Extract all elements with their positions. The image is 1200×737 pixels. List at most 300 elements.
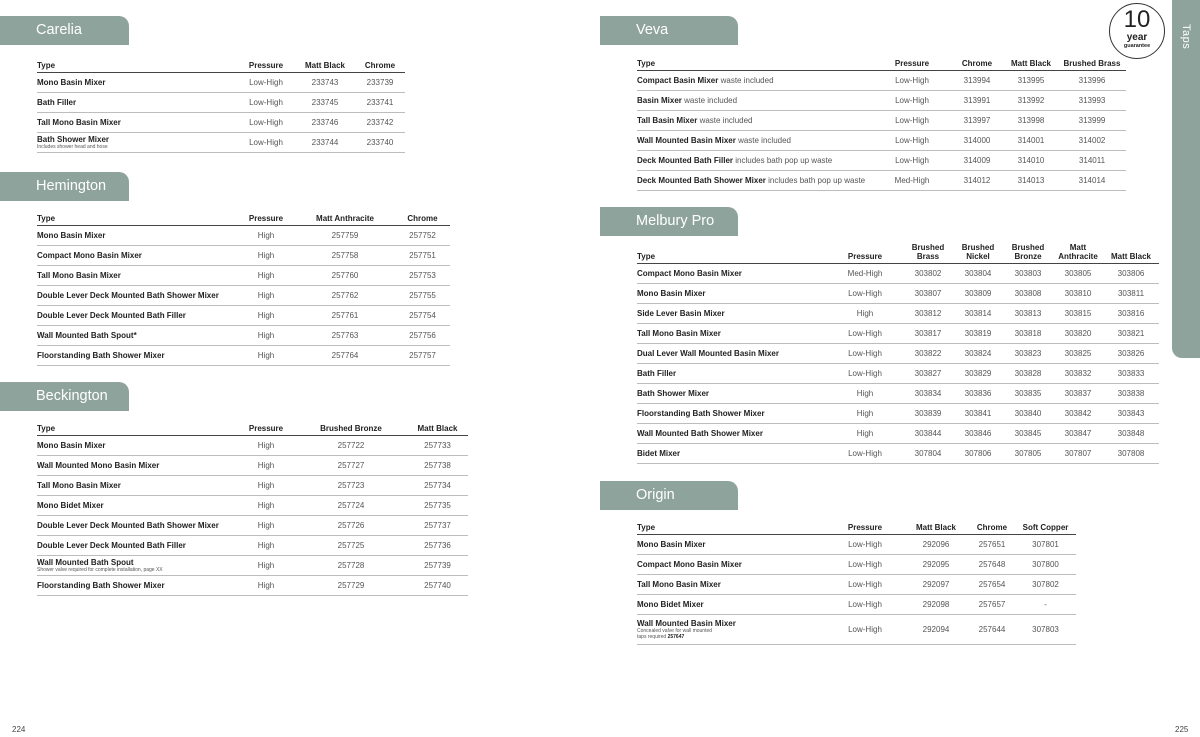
table-row — [637, 264, 1159, 284]
table-row — [37, 72, 405, 92]
code-cell: 257733 — [407, 435, 468, 455]
side-tab-label: Taps — [1180, 24, 1192, 50]
code-cell: 257752 — [395, 225, 450, 245]
code-cell: 307804 — [903, 444, 953, 464]
veva-table — [637, 56, 1126, 191]
pressure-cell: High — [237, 475, 295, 495]
pressure-cell: Low-High — [237, 92, 295, 112]
col-header: Type — [637, 56, 874, 70]
col-header: Chrome — [395, 211, 450, 225]
type-cell: Mono Basin Mixer — [37, 72, 237, 92]
code-cell: 307806 — [953, 444, 1003, 464]
code-cell: 303832 — [1053, 364, 1103, 384]
type-extra: waste included — [699, 115, 753, 125]
type-cell: Wall Mounted Bath Spout* — [37, 325, 237, 345]
code-cell: 257735 — [407, 495, 468, 515]
badge-caption: guarantee — [1123, 43, 1151, 49]
pressure-cell: High — [237, 345, 295, 365]
code-cell: 314011 — [1058, 150, 1126, 170]
code-cell: 314009 — [950, 150, 1004, 170]
code-cell: 303833 — [1103, 364, 1159, 384]
code-cell: 257657 — [969, 594, 1015, 614]
table-row — [637, 614, 1076, 644]
code-cell: 233741 — [355, 92, 405, 112]
type-cell: Mono Basin Mixer — [637, 534, 827, 554]
type-note — [637, 628, 717, 640]
table-row — [637, 364, 1159, 384]
type-cell: Floorstanding Bath Shower Mixer — [37, 575, 237, 595]
col-header: Chrome — [950, 56, 1004, 70]
type-cell — [637, 170, 874, 190]
type-cell: Tall Mono Basin Mixer — [637, 324, 827, 344]
pressure-cell: High — [237, 555, 295, 575]
type-label: Compact Basin Mixer — [637, 75, 719, 85]
carelia-table — [37, 58, 405, 153]
code-cell: 303808 — [1003, 284, 1053, 304]
melbury-table — [637, 243, 1159, 464]
table-header-row — [37, 421, 468, 435]
code-cell: 303840 — [1003, 404, 1053, 424]
type-cell: Bath Filler — [37, 92, 237, 112]
col-header: Type — [37, 211, 237, 225]
code-cell: 313998 — [1004, 110, 1058, 130]
carelia-title: Carelia — [0, 16, 129, 45]
pressure-cell: High — [237, 495, 295, 515]
code-cell: 233742 — [355, 112, 405, 132]
pressure-cell: High — [237, 265, 295, 285]
table-row — [37, 345, 450, 365]
type-extra: waste included — [738, 135, 791, 145]
code-cell: 303804 — [953, 264, 1003, 284]
code-cell: 314013 — [1004, 170, 1058, 190]
type-note: Shower valve required for complete installation, page XX — [37, 566, 163, 573]
code-cell: 313992 — [1004, 90, 1058, 110]
code-cell: 303824 — [953, 344, 1003, 364]
table-row — [637, 384, 1159, 404]
type-cell: Bath Shower Mixer — [637, 384, 827, 404]
code-cell: 307803 — [1015, 614, 1076, 644]
code-cell: 307805 — [1003, 444, 1053, 464]
code-cell: 303809 — [953, 284, 1003, 304]
pressure-cell: Low-High — [874, 150, 950, 170]
pressure-cell: High — [827, 384, 903, 404]
pressure-cell: Low-High — [827, 614, 903, 644]
col-header: Matt Black — [1103, 243, 1159, 264]
type-cell: Floorstanding Bath Shower Mixer — [637, 404, 827, 424]
table-row — [637, 70, 1126, 90]
code-cell: 257753 — [395, 265, 450, 285]
table-row — [37, 92, 405, 112]
table-row — [37, 575, 468, 595]
col-header: Type — [37, 58, 237, 72]
code-cell: 303802 — [903, 264, 953, 284]
table-row — [37, 225, 450, 245]
code-cell: 257738 — [407, 455, 468, 475]
code-cell: 303828 — [1003, 364, 1053, 384]
type-cell: Double Lever Deck Mounted Bath Filler — [37, 305, 237, 325]
code-cell: 257726 — [295, 515, 407, 535]
code-cell: 292094 — [903, 614, 969, 644]
type-extra: includes bath pop up waste — [768, 175, 866, 185]
pressure-cell: Low-High — [237, 112, 295, 132]
table-row — [37, 245, 450, 265]
code-cell: - — [1015, 594, 1076, 614]
pressure-cell: Low-High — [827, 284, 903, 304]
badge-number: 10 — [1123, 6, 1151, 33]
code-cell: 313993 — [1058, 90, 1126, 110]
code-cell: 257759 — [295, 225, 395, 245]
code-cell: 257756 — [395, 325, 450, 345]
type-cell: Mono Basin Mixer — [37, 435, 237, 455]
code-cell: 257763 — [295, 325, 395, 345]
beckington-title: Beckington — [0, 382, 129, 411]
type-label: Tall Basin Mixer — [637, 115, 698, 125]
code-cell: 257739 — [407, 555, 468, 575]
type-cell: Bath Filler — [637, 364, 827, 384]
code-cell: 303821 — [1103, 324, 1159, 344]
code-cell: 257755 — [395, 285, 450, 305]
pressure-cell: High — [237, 305, 295, 325]
col-header: Matt Black — [903, 520, 969, 534]
code-cell: 233746 — [295, 112, 355, 132]
type-cell: Compact Mono Basin Mixer — [637, 264, 827, 284]
table-row — [37, 132, 405, 152]
code-cell: 233739 — [355, 72, 405, 92]
pressure-cell: Med-High — [874, 170, 950, 190]
table-row — [637, 130, 1126, 150]
type-cell — [37, 132, 237, 152]
type-note-text: Concealed valve for wall mounted taps required — [637, 627, 713, 640]
code-cell: 313995 — [1004, 70, 1058, 90]
code-cell: 303835 — [1003, 384, 1053, 404]
pressure-cell: Low-High — [874, 90, 950, 110]
code-cell: 257644 — [969, 614, 1015, 644]
table-row — [37, 455, 468, 475]
type-cell: Mono Basin Mixer — [637, 284, 827, 304]
code-cell: 257654 — [969, 574, 1015, 594]
code-cell: 307801 — [1015, 534, 1076, 554]
page-number-right: 225 — [1175, 725, 1189, 734]
pressure-cell: Low-High — [827, 444, 903, 464]
code-cell: 303803 — [1003, 264, 1053, 284]
code-cell: 303847 — [1053, 424, 1103, 444]
pressure-cell: High — [237, 245, 295, 265]
table-row — [637, 110, 1126, 130]
pressure-cell: Low-High — [874, 110, 950, 130]
hemington-title: Hemington — [0, 172, 129, 201]
col-header: Pressure — [874, 56, 950, 70]
type-label: Bath Shower Mixer — [37, 134, 110, 144]
col-header: Matt Anthracite — [295, 211, 395, 225]
col-header: Type — [637, 243, 827, 264]
pressure-cell: High — [237, 225, 295, 245]
table-row — [637, 404, 1159, 424]
page-number-left: 224 — [12, 725, 26, 734]
table-row — [637, 324, 1159, 344]
table-row — [637, 344, 1159, 364]
type-label: Basin Mixer — [637, 95, 682, 105]
code-cell: 303842 — [1053, 404, 1103, 424]
type-cell: Dual Lever Wall Mounted Basin Mixer — [637, 344, 827, 364]
type-note: Includes shower head and hose — [37, 143, 108, 150]
type-cell: Mono Bidet Mixer — [37, 495, 237, 515]
code-cell: 313991 — [950, 90, 1004, 110]
code-cell: 257648 — [969, 554, 1015, 574]
code-cell: 303819 — [953, 324, 1003, 344]
col-header: Matt Black — [1004, 56, 1058, 70]
table-row — [637, 574, 1076, 594]
code-cell: 257757 — [395, 345, 450, 365]
code-cell: 303826 — [1103, 344, 1159, 364]
table-row — [37, 495, 468, 515]
code-cell: 303841 — [953, 404, 1003, 424]
beckington-table — [37, 421, 468, 596]
code-cell: 303823 — [1003, 344, 1053, 364]
code-cell: 303813 — [1003, 304, 1053, 324]
badge-word: year — [1126, 32, 1148, 43]
table-row — [37, 112, 405, 132]
code-cell: 257725 — [295, 535, 407, 555]
table-row — [637, 170, 1126, 190]
type-label: Deck Mounted Bath Filler — [637, 155, 734, 165]
code-cell: 257761 — [295, 305, 395, 325]
type-cell: Wall Mounted Bath Shower Mixer — [637, 424, 827, 444]
pressure-cell: Low-High — [827, 324, 903, 344]
code-cell: 257740 — [407, 575, 468, 595]
code-cell: 233744 — [295, 132, 355, 152]
pressure-cell: Low-High — [827, 574, 903, 594]
type-cell: Double Lever Deck Mounted Bath Shower Mixer — [37, 285, 237, 305]
table-row — [37, 535, 468, 555]
type-cell — [637, 150, 874, 170]
code-cell: 313994 — [950, 70, 1004, 90]
code-cell: 303811 — [1103, 284, 1159, 304]
type-cell: Tall Mono Basin Mixer — [637, 574, 827, 594]
pressure-cell: High — [237, 575, 295, 595]
col-header: Brushed Bronze — [295, 421, 407, 435]
pressure-cell: Low-High — [237, 132, 295, 152]
col-header: Pressure — [827, 243, 903, 264]
code-cell: 303812 — [903, 304, 953, 324]
table-row — [637, 444, 1159, 464]
code-cell: 257760 — [295, 265, 395, 285]
code-cell: 292096 — [903, 534, 969, 554]
type-cell — [37, 555, 237, 575]
type-cell: Floorstanding Bath Shower Mixer — [37, 345, 237, 365]
col-header: Pressure — [237, 211, 295, 225]
type-note-code: 257647 — [667, 633, 685, 640]
code-cell: 303805 — [1053, 264, 1103, 284]
table-header-row — [637, 56, 1126, 70]
type-cell: Tall Mono Basin Mixer — [37, 475, 237, 495]
code-cell: 233743 — [295, 72, 355, 92]
pressure-cell: Low-High — [827, 534, 903, 554]
table-row — [637, 90, 1126, 110]
pressure-cell: Low-High — [827, 344, 903, 364]
code-cell: 303846 — [953, 424, 1003, 444]
type-cell: Mono Bidet Mixer — [637, 594, 827, 614]
code-cell: 313997 — [950, 110, 1004, 130]
pressure-cell: High — [237, 535, 295, 555]
guarantee-badge — [1109, 3, 1165, 59]
code-cell: 314000 — [950, 130, 1004, 150]
col-header: Pressure — [827, 520, 903, 534]
table-row — [37, 475, 468, 495]
code-cell: 257722 — [295, 435, 407, 455]
pressure-cell: Low-High — [237, 72, 295, 92]
type-cell: Wall Mounted Mono Basin Mixer — [37, 455, 237, 475]
type-cell: Tall Mono Basin Mixer — [37, 265, 237, 285]
code-cell: 233745 — [295, 92, 355, 112]
code-cell: 257762 — [295, 285, 395, 305]
table-row — [37, 285, 450, 305]
col-header: Pressure — [237, 421, 295, 435]
col-header: Chrome — [355, 58, 405, 72]
code-cell: 303806 — [1103, 264, 1159, 284]
code-cell: 314001 — [1004, 130, 1058, 150]
type-cell — [637, 70, 874, 90]
table-header-row — [637, 243, 1159, 264]
code-cell: 257728 — [295, 555, 407, 575]
table-row — [637, 284, 1159, 304]
code-cell: 303817 — [903, 324, 953, 344]
type-cell — [637, 130, 874, 150]
code-cell: 314014 — [1058, 170, 1126, 190]
pressure-cell: Low-High — [874, 130, 950, 150]
type-cell: Mono Basin Mixer — [37, 225, 237, 245]
veva-title: Veva — [600, 16, 738, 45]
type-cell — [637, 110, 874, 130]
type-extra: waste included — [684, 95, 738, 105]
code-cell: 314012 — [950, 170, 1004, 190]
code-cell: 303839 — [903, 404, 953, 424]
table-row — [637, 150, 1126, 170]
code-cell: 303836 — [953, 384, 1003, 404]
code-cell: 257727 — [295, 455, 407, 475]
code-cell: 303815 — [1053, 304, 1103, 324]
pressure-cell: Low-High — [827, 364, 903, 384]
pressure-cell: High — [237, 435, 295, 455]
table-row — [637, 594, 1076, 614]
table-row — [37, 555, 468, 575]
code-cell: 303845 — [1003, 424, 1053, 444]
code-cell: 303834 — [903, 384, 953, 404]
code-cell: 303848 — [1103, 424, 1159, 444]
code-cell: 303820 — [1053, 324, 1103, 344]
type-cell: Side Lever Basin Mixer — [637, 304, 827, 324]
type-label: Wall Mounted Basin Mixer — [637, 135, 736, 145]
type-cell: Compact Mono Basin Mixer — [37, 245, 237, 265]
code-cell: 303837 — [1053, 384, 1103, 404]
table-row — [37, 435, 468, 455]
code-cell: 233740 — [355, 132, 405, 152]
type-label: Deck Mounted Bath Shower Mixer — [637, 175, 766, 185]
pressure-cell: High — [827, 424, 903, 444]
code-cell: 303814 — [953, 304, 1003, 324]
table-row — [637, 554, 1076, 574]
code-cell: 307800 — [1015, 554, 1076, 574]
code-cell: 314010 — [1004, 150, 1058, 170]
type-extra: waste included — [720, 75, 774, 85]
type-extra: includes bath pop up waste — [735, 155, 833, 165]
type-cell: Double Lever Deck Mounted Bath Filler — [37, 535, 237, 555]
code-cell: 257758 — [295, 245, 395, 265]
table-header-row — [637, 520, 1076, 534]
col-header: Chrome — [969, 520, 1015, 534]
code-cell: 257737 — [407, 515, 468, 535]
pressure-cell: High — [827, 404, 903, 424]
type-cell: Compact Mono Basin Mixer — [637, 554, 827, 574]
code-cell: 303844 — [903, 424, 953, 444]
code-cell: 303843 — [1103, 404, 1159, 424]
type-cell: Tall Mono Basin Mixer — [37, 112, 237, 132]
type-cell — [637, 90, 874, 110]
code-cell: 257734 — [407, 475, 468, 495]
type-label: Wall Mounted Bath Spout — [37, 557, 134, 567]
section-side-tab[interactable] — [1172, 0, 1200, 358]
origin-table — [637, 520, 1076, 645]
pressure-cell: High — [237, 455, 295, 475]
code-cell: 257651 — [969, 534, 1015, 554]
table-row — [637, 534, 1076, 554]
code-cell: 303807 — [903, 284, 953, 304]
pressure-cell: Low-High — [827, 554, 903, 574]
code-cell: 257736 — [407, 535, 468, 555]
pressure-cell: High — [237, 515, 295, 535]
col-header: Matt Black — [407, 421, 468, 435]
type-cell — [637, 614, 827, 644]
table-header-row — [37, 58, 405, 72]
table-row — [37, 265, 450, 285]
code-cell: 257754 — [395, 305, 450, 325]
col-header: Matt Black — [295, 58, 355, 72]
type-label: Wall Mounted Basin Mixer — [637, 618, 736, 628]
pressure-cell: High — [237, 285, 295, 305]
code-cell: 307807 — [1053, 444, 1103, 464]
code-cell: 307802 — [1015, 574, 1076, 594]
pressure-cell: High — [237, 325, 295, 345]
col-header: Brushed Brass — [1058, 56, 1126, 70]
code-cell: 257723 — [295, 475, 407, 495]
table-row — [637, 304, 1159, 324]
code-cell: 303822 — [903, 344, 953, 364]
col-header: Brushed Nickel — [953, 243, 1003, 264]
pressure-cell: Low-High — [827, 594, 903, 614]
pressure-cell: Low-High — [874, 70, 950, 90]
code-cell: 303838 — [1103, 384, 1159, 404]
hemington-table — [37, 211, 450, 366]
table-row — [37, 515, 468, 535]
code-cell: 257751 — [395, 245, 450, 265]
code-cell: 314002 — [1058, 130, 1126, 150]
col-header: Brushed Bronze — [1003, 243, 1053, 264]
code-cell: 313999 — [1058, 110, 1126, 130]
col-header: Type — [637, 520, 827, 534]
code-cell: 313996 — [1058, 70, 1126, 90]
table-row — [37, 305, 450, 325]
code-cell: 303825 — [1053, 344, 1103, 364]
melbury-title: Melbury Pro — [600, 207, 738, 236]
type-cell: Bidet Mixer — [637, 444, 827, 464]
code-cell: 292095 — [903, 554, 969, 574]
table-row — [37, 325, 450, 345]
code-cell: 303829 — [953, 364, 1003, 384]
table-row — [637, 424, 1159, 444]
code-cell: 303818 — [1003, 324, 1053, 344]
col-header: Matt Anthracite — [1053, 243, 1103, 264]
code-cell: 292097 — [903, 574, 969, 594]
code-cell: 257729 — [295, 575, 407, 595]
